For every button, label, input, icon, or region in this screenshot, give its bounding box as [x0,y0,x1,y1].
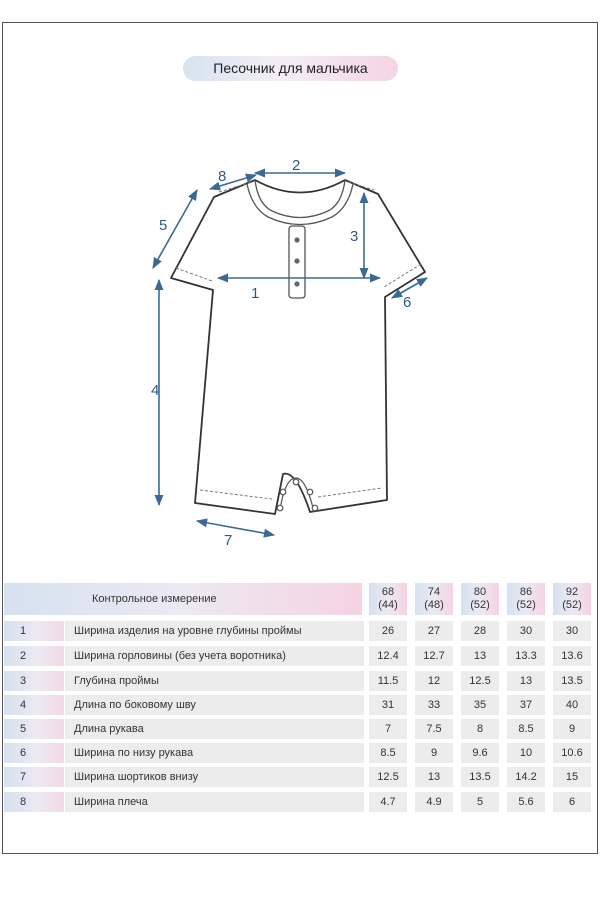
size-value: 68 [381,586,395,598]
size-column-86 [507,583,545,615]
table-cell: 12.4 [369,646,407,666]
row-label: Ширина плеча [65,792,364,812]
table-header-label: Контрольное измерение [4,583,362,615]
table-cell: 12.7 [415,646,453,666]
row-label: Ширина по низу рукава [65,743,364,763]
button-placket [289,226,305,298]
row-number: 6 [4,743,64,763]
row-label: Длина по боковому шву [65,695,364,715]
table-cell: 33 [415,695,453,715]
table-cell: 8.5 [369,743,407,763]
table-cell: 30 [507,621,545,641]
table-cell: 30 [553,621,591,641]
table-cell: 13.5 [461,767,499,787]
size-sub: (52) [470,599,490,611]
table-cell: 9 [553,719,591,739]
row-label: Глубина проймы [65,671,364,691]
dimension-label-8: 8 [218,168,227,185]
size-column-80 [461,583,499,615]
dimension-label-3: 3 [350,228,359,245]
dimension-label-7: 7 [224,532,233,549]
size-sub: (52) [562,599,582,611]
table-cell: 5 [461,792,499,812]
dimension-label-6: 6 [403,294,412,311]
table-cell: 5.6 [507,792,545,812]
dimension-label-2: 2 [292,157,301,174]
table-cell: 13.3 [507,646,545,666]
table-cell: 10 [507,743,545,763]
table-cell: 7 [369,719,407,739]
table-cell: 4.7 [369,792,407,812]
dimension-label-1: 1 [251,285,260,302]
dimension-label-4: 4 [151,382,160,399]
size-sub: (48) [424,599,444,611]
row-number: 7 [4,767,64,787]
row-label: Длина рукава [65,719,364,739]
size-value: 92 [565,586,579,598]
table-cell: 13 [461,646,499,666]
row-number: 5 [4,719,64,739]
row-label: Ширина шортиков внизу [65,767,364,787]
size-value: 74 [427,586,441,598]
table-cell: 40 [553,695,591,715]
dimension-label-5: 5 [159,217,168,234]
table-cell: 26 [369,621,407,641]
table-cell: 13.5 [553,671,591,691]
table-cell: 11.5 [369,671,407,691]
table-cell: 13 [415,767,453,787]
table-cell: 4.9 [415,792,453,812]
row-number: 1 [4,621,64,641]
row-number: 3 [4,671,64,691]
size-sub: (44) [378,599,398,611]
table-cell: 13.6 [553,646,591,666]
row-label: Ширина горловины (без учета воротника) [65,646,364,666]
row-number: 4 [4,695,64,715]
row-label: Ширина изделия на уровне глубины проймы [65,621,364,641]
table-cell: 35 [461,695,499,715]
page-title: Песочник для мальчика [183,56,398,81]
size-column-68 [369,583,407,615]
size-value: 86 [519,586,533,598]
table-cell: 8 [461,719,499,739]
table-cell: 15 [553,767,591,787]
table-cell: 31 [369,695,407,715]
table-cell: 7.5 [415,719,453,739]
table-cell: 8.5 [507,719,545,739]
size-sub: (52) [516,599,536,611]
table-cell: 27 [415,621,453,641]
dimension-line-7 [197,521,274,535]
table-cell: 6 [553,792,591,812]
size-value: 80 [473,586,487,598]
table-cell: 28 [461,621,499,641]
row-number: 8 [4,792,64,812]
table-cell: 12.5 [461,671,499,691]
table-cell: 9.6 [461,743,499,763]
size-column-92 [553,583,591,615]
table-cell: 9 [415,743,453,763]
table-cell: 13 [507,671,545,691]
size-column-74 [415,583,453,615]
table-cell: 14.2 [507,767,545,787]
table-cell: 12 [415,671,453,691]
table-cell: 37 [507,695,545,715]
row-number: 2 [4,646,64,666]
table-cell: 12.5 [369,767,407,787]
table-cell: 10.6 [553,743,591,763]
